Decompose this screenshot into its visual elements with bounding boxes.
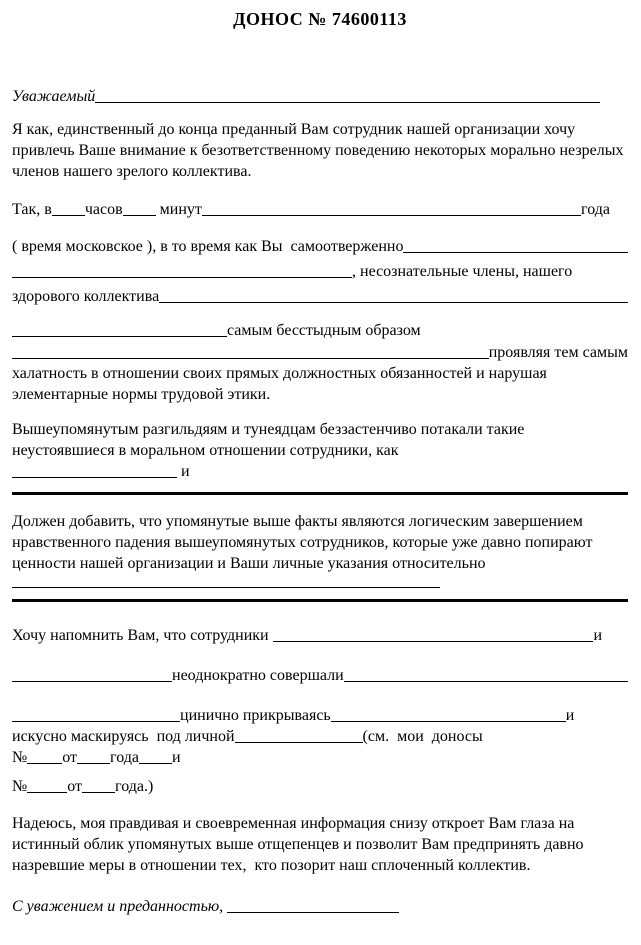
and-word-2: и	[593, 627, 602, 644]
ref2-year-label: года.)	[115, 778, 154, 795]
blank-regarding	[12, 587, 440, 588]
refs-line-1	[12, 747, 628, 768]
closing-line	[12, 896, 628, 917]
blank-hours	[52, 215, 85, 216]
blank-perpetrators	[12, 336, 227, 337]
blank-minutes	[123, 215, 156, 216]
blank-selfless-action-1	[403, 252, 628, 253]
separator-line-2	[12, 599, 628, 602]
blank-accomplice-1	[12, 477, 177, 478]
regarding-line	[12, 585, 628, 586]
form-title: ДОНОС № 74600113	[233, 9, 407, 29]
blank-collective-members	[159, 302, 628, 303]
intro-paragraph: Я как, единственный до конца преданный Вам сотрудник нашей организации хочу привлечь Ваше внимание к безответственному поведению некоторых морально незрелых членов нашего зрелого коллектива.	[12, 121, 628, 180]
ref2-number-sign: №	[12, 778, 28, 795]
cynically-line	[12, 705, 628, 726]
blank-committed-act	[344, 681, 628, 682]
hours-label: часов	[84, 201, 123, 218]
blank-committed-act-2	[12, 721, 180, 722]
blank-ref2-date	[82, 792, 115, 793]
repeatedly-line	[12, 665, 628, 686]
time-line	[12, 199, 628, 220]
repeatedly-label: неоднократно совершали	[172, 667, 344, 684]
ref1-number-sign: №	[12, 749, 28, 766]
blank-addressee	[95, 102, 600, 103]
and-word-3: и	[565, 707, 575, 724]
year-label: года	[581, 201, 610, 218]
minutes-label: минут	[155, 201, 202, 218]
greeting-line	[12, 86, 628, 107]
addition-paragraph: Должен добавить, что упомянутые выше факты являются логическим завершением нравственного падения вышеупомянутых сотрудников, которые уже давно попирают ценности нашей организации и Ваши личные указания относительно	[12, 513, 597, 572]
cynically-label: цинично прикрываясь	[180, 707, 331, 724]
blank-disguise	[235, 742, 363, 743]
blank-employee-2	[12, 681, 172, 682]
blank-ref1-date	[77, 763, 110, 764]
see-reports-label: (см. мои доносы	[362, 728, 483, 745]
blank-date	[202, 215, 581, 216]
ref2-from-label: от	[67, 778, 83, 795]
blank-ref2-number	[27, 792, 67, 793]
hope-paragraph: Надеюсь, моя правдивая и своевременная информация снизу откроет Вам глаза на истинный облик упомянутых выше отщепенцев и позволит Вам предпринять давно назревшие меры в отношении тех, кто позорит наш сплоченный коллектив.	[12, 815, 588, 874]
mask-line	[12, 726, 628, 747]
negligence-paragraph: халатность в отношении своих прямых должностных обязанностей и нарушая элементарные нормы трудовой этики.	[12, 365, 551, 403]
separator-line-1	[12, 492, 628, 495]
thereby-text: проявляя тем самым	[488, 344, 628, 361]
refs-line-2	[12, 776, 628, 797]
blank-employee-1	[273, 641, 594, 642]
members-line	[12, 261, 628, 282]
closing-label: С уважением и преданностью,	[12, 898, 228, 915]
blank-ref1-extra	[139, 763, 172, 764]
selfless-text: ( время московское ), в то время как Вы самоотверженно	[12, 238, 404, 255]
shameless-text: самым бесстыдным образом	[227, 322, 421, 339]
thereby-line	[12, 342, 628, 363]
mask-prefix: искусно маскируясь под личной	[12, 728, 235, 745]
blank-cover-1	[331, 721, 566, 722]
blank-signature	[227, 912, 399, 913]
collective-text: здорового коллектива	[12, 288, 160, 305]
accomplice-line	[12, 461, 628, 482]
blank-ref1-number	[27, 763, 62, 764]
shameless-line	[12, 320, 628, 341]
collective-line	[12, 286, 628, 307]
greeting-label: Уважаемый	[12, 88, 96, 105]
time-prefix: Так, в	[12, 201, 52, 218]
slackers-paragraph: Вышеупомянутым разгильдяям и тунеядцам беззастенчиво потакали такие неустоявшиеся в моральном отношении сотрудники, как	[12, 421, 529, 459]
blank-selfless-action-2	[12, 277, 352, 278]
remind-prefix: Хочу напомнить Вам, что сотрудники	[12, 627, 273, 644]
remind-line	[12, 625, 628, 646]
ref1-from-label: от	[62, 749, 78, 766]
and-word-4: и	[172, 749, 181, 766]
members-text: , несознательные члены, нашего	[352, 263, 573, 280]
selfless-line	[12, 236, 628, 257]
ref1-year-label: года	[110, 749, 139, 766]
and-word-1: и	[177, 463, 190, 480]
blank-misdeed	[12, 358, 489, 359]
